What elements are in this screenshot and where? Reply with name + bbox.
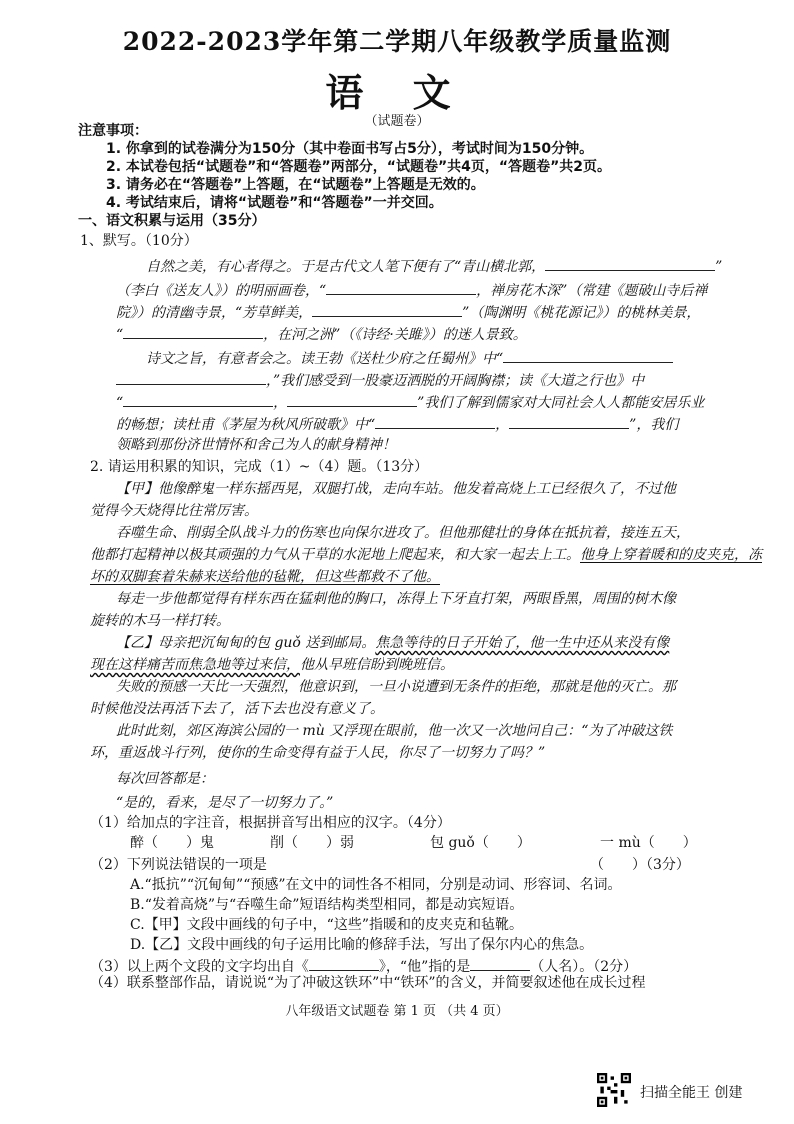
- answer-blank[interactable]: [116, 370, 266, 385]
- passage-line: 时候他没法再活下去了，活下去也没有意义了。: [90, 701, 384, 717]
- answer-blank[interactable]: [326, 280, 476, 295]
- sub-question: （1）给加点的字注音，根据拼音写出相应的汉字。（4分）: [90, 815, 451, 831]
- passage-line: 吞噬生命、削弱全队战斗力的伤寒也向保尔进攻了。但他那健壮的身体在抵抗着，接连五天，: [116, 525, 690, 541]
- notes-heading: 注意事项：: [78, 123, 148, 139]
- note-item: 2. 本试卷包括“试题卷”和“答题卷”两部分，“试题卷”共4页，“答题卷”共2页。: [106, 159, 612, 175]
- answer-blank[interactable]: [545, 256, 715, 271]
- note-item: 1. 你拿到的试卷满分为150分（其中卷面书写占5分），考试时间为150分钟。: [106, 141, 594, 157]
- option-c: C.【甲】文段中画线的句子中，“这些”指暖和的皮夹克和毡靴。: [130, 917, 523, 933]
- question-label: 1、默写。（10分）: [80, 233, 198, 249]
- qr-code-icon: [597, 1073, 631, 1107]
- q1-line: 的畅想；读杜甫《茅屋为秋风所破歌》中“ ， ”，我们: [116, 414, 678, 435]
- passage-line: 他都打起精神以极其顽强的力气从干草的水泥地上爬起来，和大家一起去上工。他身上穿着暖和的皮夹克，冻: [90, 547, 762, 563]
- option-d: D.【乙】文段中画线的句子运用比喻的修辞手法，写出了保尔内心的焦急。: [130, 937, 594, 953]
- passage-line: 觉得今天烧得比往常厉害。: [90, 503, 258, 519]
- pinyin-item[interactable]: 削（ ）弱: [270, 835, 354, 851]
- question-label: 2. 请运用积累的知识，完成（1）~（4）题。（13分）: [90, 459, 429, 475]
- passage-line: 环，重返战斗行列，使你的生命变得有益于人民，你尽了一切努力了吗？”: [90, 745, 546, 761]
- passage-line: 失败的预感一天比一天强烈，他意识到，一旦小说遭到无条件的拒绝，那就是他的灭亡。那: [116, 679, 676, 695]
- pinyin-item[interactable]: 醉（ ）鬼: [130, 835, 214, 851]
- answer-slot[interactable]: （ ）（3分）: [590, 857, 690, 873]
- q1-line: 自然之美，有心者得之。于是古代文人笔下便有了“青山横北郭， ”: [146, 256, 722, 277]
- q1-line: ，”我们感受到一股豪迈洒脱的开阔胸襟；读《大道之行也》中: [116, 370, 644, 391]
- answer-blank[interactable]: [123, 392, 273, 407]
- scanner-watermark: 扫描全能王 创建: [640, 1085, 743, 1101]
- passage-line: 每次回答都是：: [116, 771, 214, 787]
- q1-line: 领略到那份济世情怀和舍己为人的献身精神！: [116, 437, 396, 453]
- q1-line: “ ，在河之洲”（《诗经·关雎》）的迷人景致。: [116, 324, 527, 345]
- answer-blank[interactable]: [312, 302, 462, 317]
- note-item: 3. 请务必在“答题卷”上答题，在“试题卷”上答题是无效的。: [106, 177, 485, 193]
- answer-blank[interactable]: [309, 956, 379, 971]
- passage-line: 旋转的木马一样打转。: [90, 613, 230, 629]
- passage-line: 【乙】母亲把沉甸甸的包 guǒ 送到邮局。焦急等待的日子开始了，他一生中还从来没有像: [116, 635, 670, 651]
- pinyin-item[interactable]: 一 mù（ ）: [600, 835, 697, 851]
- q1-line: 诗文之旨，有意者会之。读王勃《送杜少府之任蜀州》中“: [146, 348, 673, 369]
- sub-question: （3）以上两个文段的文字均出自《 》，“他”指的是 （人名）。（2分）: [90, 956, 637, 977]
- exam-title: 2022-2023学年第二学期八年级教学质量监测: [122, 27, 672, 56]
- note-item: 4. 考试结束后，请将“试题卷”和“答题卷”一并交回。: [106, 195, 443, 211]
- subject-title: 语 文: [325, 70, 469, 115]
- answer-blank[interactable]: [375, 414, 495, 429]
- section-heading: 一、语文积累与运用（35分）: [78, 213, 266, 229]
- q1-line: 院》）的清幽寺景，“芳草鲜美， ”（陶渊明《桃花源记》）的桃林美景，: [116, 302, 700, 323]
- answer-blank[interactable]: [287, 392, 417, 407]
- option-a: A.“抵抗”“沉甸甸”“预感”在文中的词性各不相同，分别是动词、形容词、名词。: [130, 877, 622, 893]
- answer-blank[interactable]: [470, 956, 530, 971]
- passage-line-underlined: 坏的双脚套着朱赫来送给他的毡靴，但这些都救不了他。: [90, 569, 440, 585]
- paper-type: （试题卷）: [364, 114, 430, 129]
- q1-line: （李白《送友人》）的明丽画卷，“ ，禅房花木深”（常建《题破山寺后禅: [116, 280, 707, 301]
- option-b: B.“发着高烧”与“吞噬生命”短语结构类型相同，都是动宾短语。: [130, 897, 524, 913]
- answer-blank[interactable]: [123, 324, 263, 339]
- passage-line: 每走一步他都觉得有样东西在猛刺他的胸口，冻得上下牙直打架，两眼昏黑，周围的树木像: [116, 591, 676, 607]
- passage-line: 此时此刻，郊区海滨公园的一 mù 又浮现在眼前，他一次又一次地问自己：“为了冲破这铁: [116, 723, 673, 739]
- sub-question: （2）下列说法错误的一项是: [90, 857, 267, 873]
- sub-question: （4）联系整部作品，请说说“为了冲破这铁环”中“铁环”的含义，并简要叙述他在成长过程: [90, 975, 646, 991]
- q1-line: “ ， ”我们了解到儒家对大同社会人人都能安居乐业: [116, 392, 704, 413]
- pinyin-item[interactable]: 包 guǒ（ ）: [430, 835, 531, 851]
- passage-line: 【甲】他像醉鬼一样东摇西晃，双腿打战，走向车站。他发着高烧上工已经很久了，不过他: [116, 481, 676, 497]
- passage-line: 现在这样痛苦而焦急地等过来信，他从早班信盼到晚班信。: [90, 657, 454, 673]
- answer-blank[interactable]: [509, 414, 629, 429]
- answer-blank[interactable]: [503, 348, 673, 363]
- passage-line: “是的，看来，是尽了一切努力了。”: [116, 795, 334, 811]
- page-footer: 八年级语文试题卷 第 1 页 （共 4 页）: [285, 1004, 509, 1019]
